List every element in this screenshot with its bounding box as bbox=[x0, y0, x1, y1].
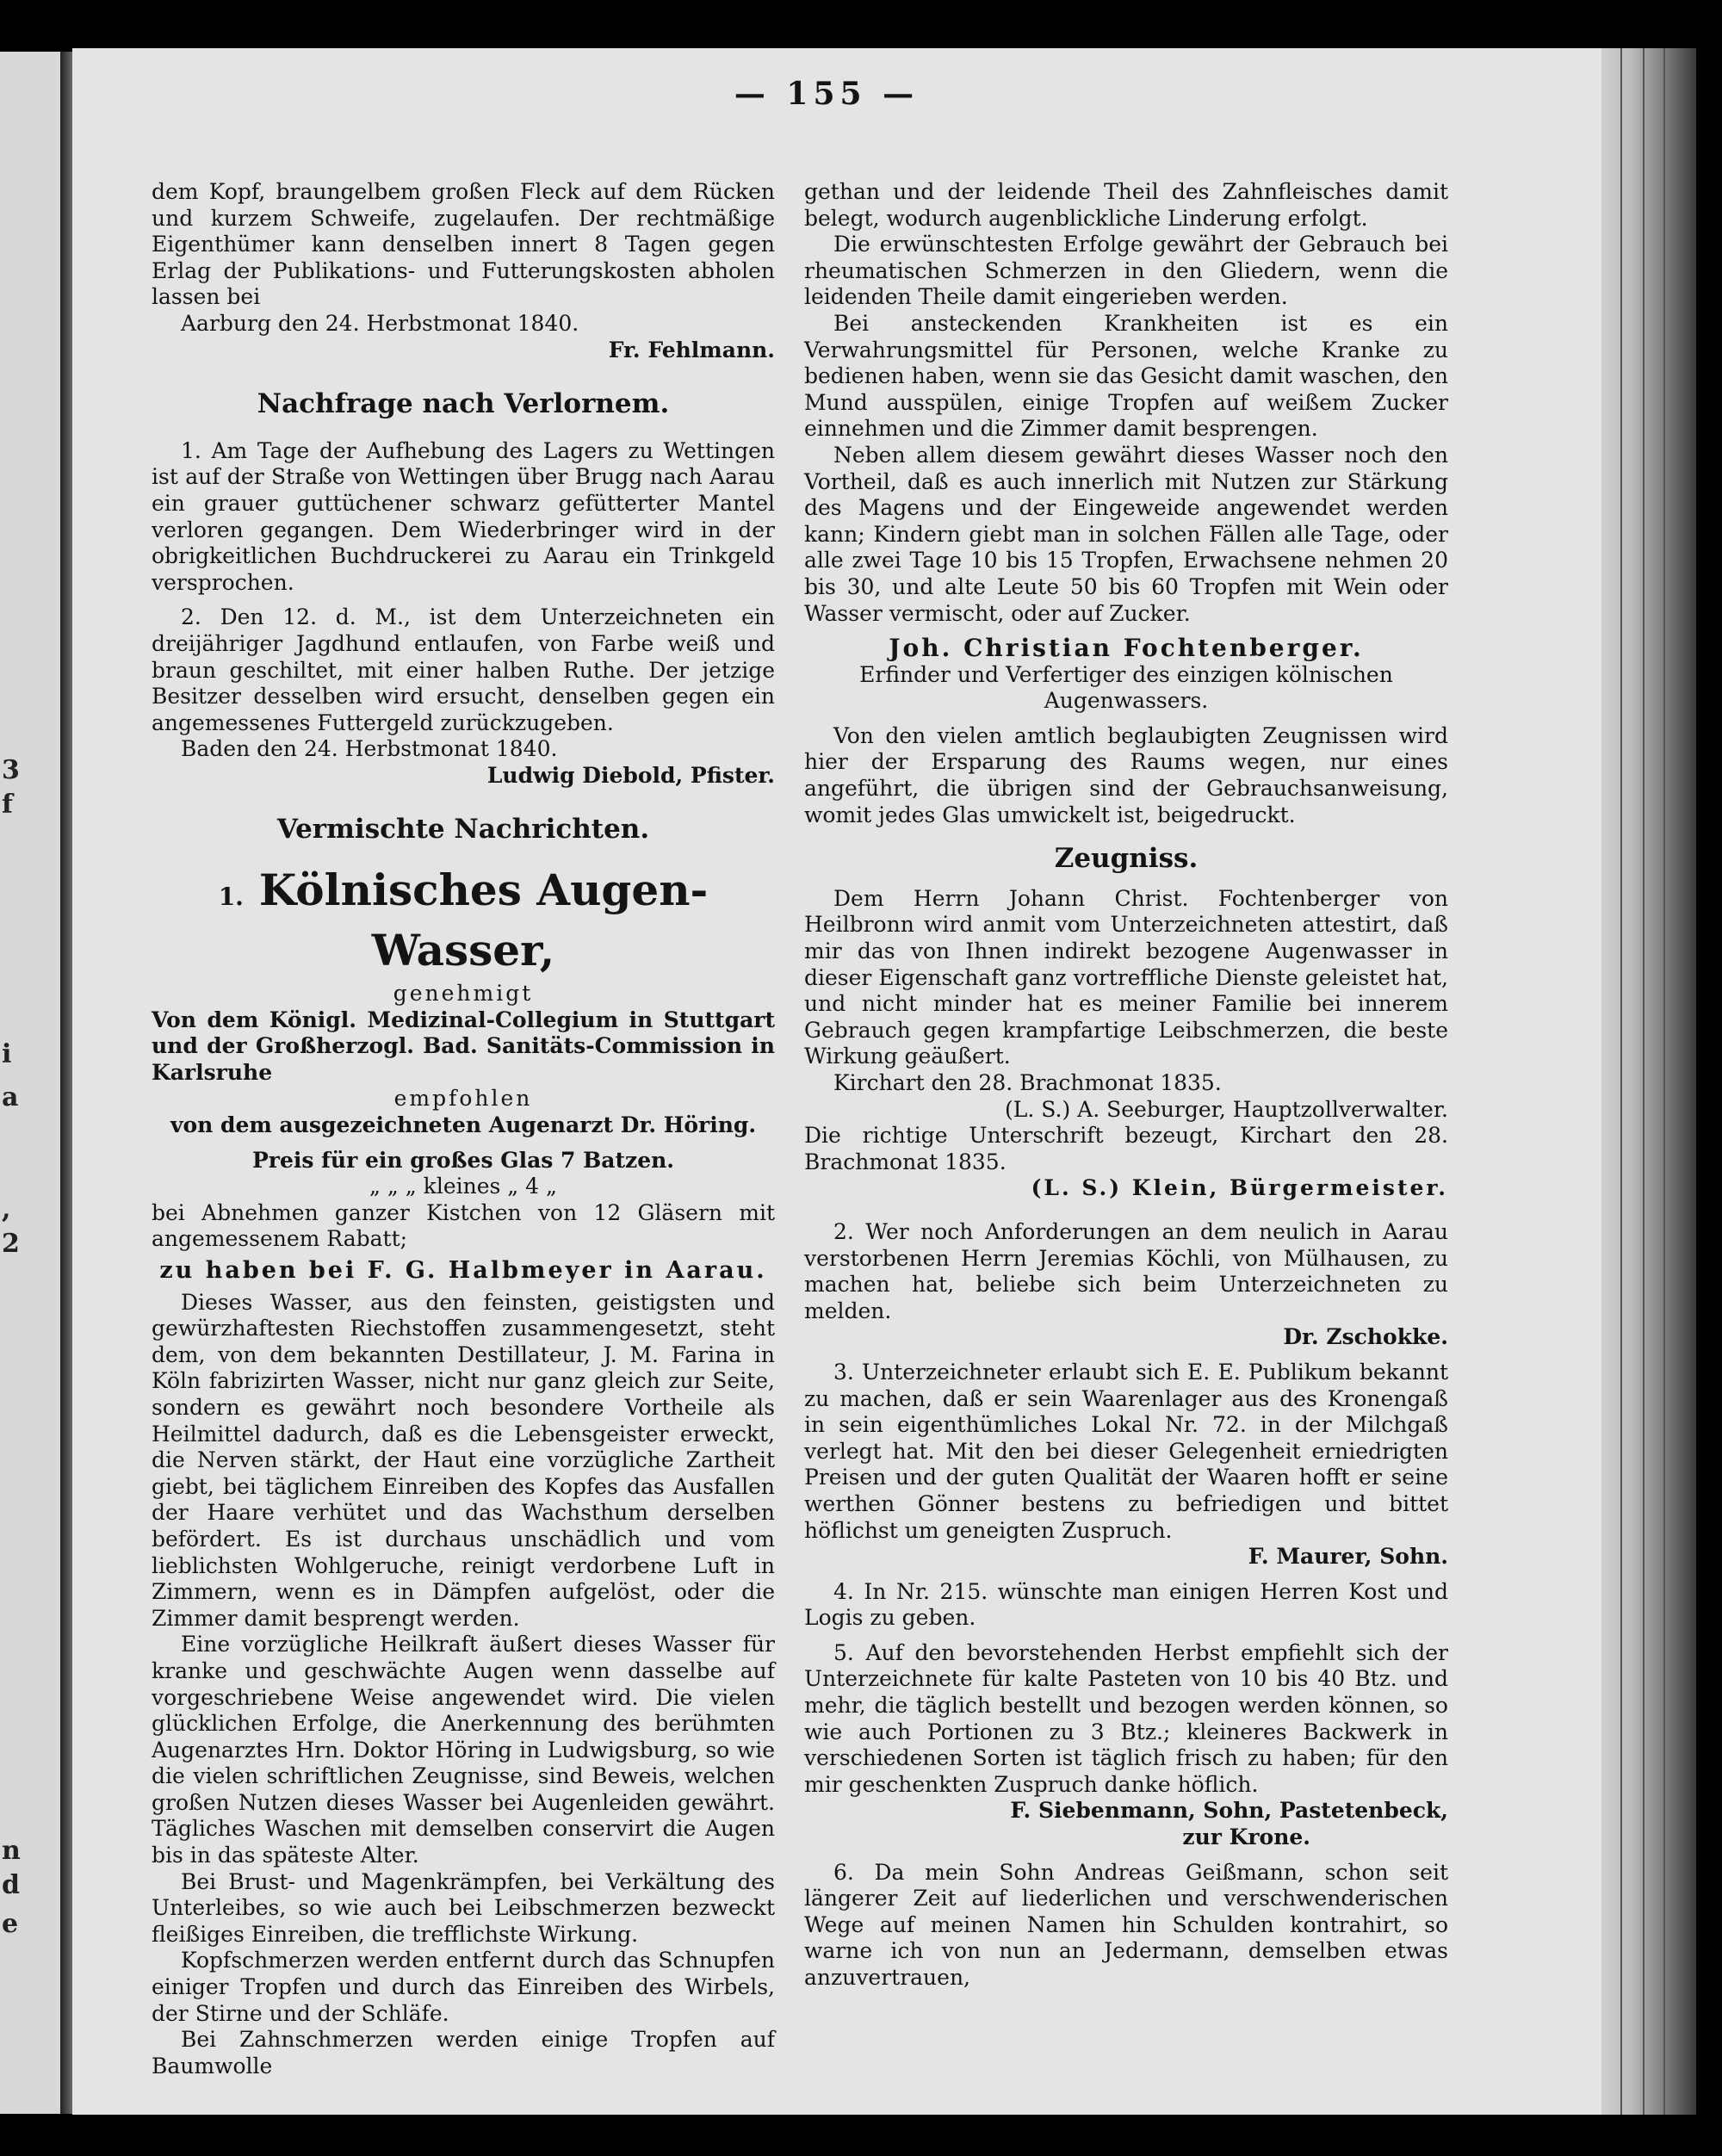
notice-5: 5. Auf den bevorstehenden Herbst empfiehlt sich der Unterzeichnete für kalte Pasteten von 10 bis 40 Btz. und mehr, die täglich bestellt und bezogen werden können, so wie auch Portionen zu 3 Btz.; kleineres Backwerk in verschiedenen Sorten ist täglich frisch zu haben; für den mir geschenkten Zuspruch danke höflich. bbox=[804, 1639, 1448, 1797]
ad-title-text: Kölnisches Augen-Wasser, bbox=[258, 864, 709, 976]
ad-seller: zu haben bei F. G. Halbmeyer in Aarau. bbox=[159, 1257, 767, 1284]
ad-body-2: Eine vorzügliche Heilkraft äußert dieses Wasser für kranke und geschwächte Augen wenn dasselbe auf vorgeschriebene Weise angewendet wird. Die vielen glücklichen Erfolge, die Anerkennung des berühmten Augenarztes Hrn. Doktor Höring in Ludwigsburg, so wie die vielen schriftlichen Zeugnisse, sind Beweis, welchen großen Nutzen dieses Wasser bei Augenleiden gewährt. Tägliches Waschen mit demselben conservirt die Augen bis in das späteste Alter. bbox=[152, 1632, 775, 1868]
ad-number: 1. bbox=[218, 883, 244, 912]
page-number: — 155 — bbox=[734, 76, 920, 112]
prev-page-char: f bbox=[2, 790, 13, 820]
prev-page-char: i bbox=[2, 1039, 12, 1069]
price-large: Preis für ein großes Glas 7 Batzen. bbox=[251, 1147, 675, 1173]
ad-maker-title: Erfinder und Verfertiger des einzigen kölnischen Augenwassers. bbox=[859, 661, 1393, 714]
ad-body-7: Die erwünschtesten Erfolge gewährt der Gebrauch bei rheumatischen Schmerzen in den Gliedern, wenn die leidenden Theile damit eingerieben werden. bbox=[804, 232, 1448, 310]
ad-body-4: Kopfschmerzen werden entfernt durch das Schnupfen einiger Tropfen und durch das Einreiben des Wirbels, der Stirne und der Schläfe. bbox=[152, 1948, 775, 2026]
testimonial-confirmation: Die richtige Unterschrift bezeugt, Kirchart den 28. Brachmonat 1835. bbox=[804, 1123, 1448, 1174]
prev-page-char: 2 bbox=[2, 1229, 20, 1259]
ad-body-5: Bei Zahnschmerzen werden einige Tropfen auf Baumwolle bbox=[152, 2027, 775, 2079]
signature: Fr. Fehlmann. bbox=[608, 337, 775, 362]
paragraph: dem Kopf, braungelbem großen Fleck auf dem Rücken und kurzem Schweife, zugelaufen. Der rechtmäßige Eigenthümer kann denselben innert 8 Tagen gegen Erlag der Publikations- und Futterungskosten abholen lassen bei bbox=[152, 179, 775, 310]
ad-maker-name: Joh. Christian Fochtenberger. bbox=[889, 634, 1364, 663]
previous-page-strip bbox=[0, 52, 60, 2114]
notice-2: 2. Wer noch Anforderungen an dem neulich in Aarau verstorbenen Herrn Jeremias Köchli, von Mülhausen, zu machen hat, beliebe sich beim Unterzeichneten zu melden. bbox=[804, 1218, 1448, 1323]
ad-body-8: Bei ansteckenden Krankheiten ist es ein Verwahrungsmittel für Personen, welche Kranke zu bedienen haben, wenn sie das Gesicht damit waschen, den Mund ausspülen, einige Tropfen auf weißem Zucker einnehmen und die Zimmer damit besprengen. bbox=[804, 310, 1448, 442]
signature: Ludwig Diebold, Pfister. bbox=[486, 762, 775, 788]
dateline: Baden den 24. Herbstmonat 1840. bbox=[181, 736, 558, 762]
testimonial-heading: Zeugniss. bbox=[1054, 843, 1199, 875]
signature: F. Siebenmann, Sohn, Pastetenbeck, bbox=[1010, 1798, 1448, 1824]
page-edge-stack bbox=[1601, 48, 1696, 2115]
notice-3: 3. Unterzeichneter erlaubt sich E. E. Publikum bekannt zu machen, daß er sein Waarenlager aus des Kronengaß in sein eigenthümliches Lokal Nr. 72. in der Milchgaß verlegt hat. Mit den bei dieser Gelegenheit erniedrigten Preisen und der guten Qualität der Waaren hofft er seine werthen Gönner bestens zu befriedigen und bittet höflichst um geneigten Zuspruch. bbox=[804, 1359, 1448, 1543]
ad-body-1: Dieses Wasser, aus den feinsten, geistigsten und gewürzhaftesten Riechstoffen zusammengesetzt, steht dem, von dem bekannten Destillateur, J. M. Farina in Köln fabrizirten Wasser, nicht nur ganz gleich zur Seite, sondern es gewährt noch besondere Vortheile als Heilmittel dadurch, daß es die Lebensgeister erweckt, die Nerven stärkt, der Haut eine vorzügliche Zartheit giebt, bei täglichem Einreiben des Kopfes das Ausfallen der Haare verhütet und das Wachsthum derselben befördert. Es ist durchaus unschädlich und vom lieblichsten Wohlgeruche, reinigt verdorbene Luft in Zimmern, wenn es in Dämpfen aufgelöst, oder die Zimmer damit besprengt werden. bbox=[152, 1289, 775, 1631]
signature: Dr. Zschokke. bbox=[1283, 1324, 1448, 1350]
prev-page-char: a bbox=[2, 1082, 19, 1112]
ad-doctor: von dem ausgezeichneten Augenarzt Dr. Höring. bbox=[170, 1112, 757, 1138]
prev-page-char: d bbox=[2, 1870, 20, 1900]
ad-approved: genehmigt bbox=[393, 981, 534, 1007]
dateline: Kirchart den 28. Brachmonat 1835. bbox=[833, 1070, 1222, 1095]
ad-title bbox=[152, 864, 775, 977]
notice-6: 6. Da mein Sohn Andreas Geißmann, schon seit längerer Zeit auf liederlichen und verschwenderischen Wege auf meinen Namen hin Schulden kontrahirt, so warne ich von nun an Jedermann, demselben etwas anzuvertrauen, bbox=[804, 1859, 1448, 1990]
gutter-shadow bbox=[60, 52, 72, 2114]
signature: (L. S.) A. Seeburger, Hauptzollverwalter. bbox=[1005, 1096, 1448, 1122]
ad-body-3: Bei Brust- und Magenkrämpfen, bei Verkältung des Unterleibes, so wie auch bei Leibschmerzen bezweckt fleißiges Einreiben, die trefflichste Wirkung. bbox=[152, 1868, 775, 1947]
dateline: Aarburg den 24. Herbstmonat 1840. bbox=[181, 310, 579, 336]
notice-lost-2: 2. Den 12. d. M., ist dem Unterzeichneten ein dreijähriger Jagdhund entlaufen, von Farbe weiß und braun geschiltet, mit einer halben Ruthe. Der jetzige Besitzer desselben wird ersucht, denselben gegen ein angemessenes Futtergeld zurückzugeben. bbox=[152, 604, 775, 735]
notice-4: 4. In Nr. 215. wünschte man einigen Herren Kost und Logis zu geben. bbox=[804, 1578, 1448, 1631]
prev-page-char: e bbox=[2, 1909, 19, 1939]
notice-lost-1: 1. Am Tage der Aufhebung des Lagers zu Wettingen ist auf der Straße von Wettingen über Brugg nach Aarau ein grauer guttüchener schwarz gefütterter Mantel verloren gegangen. Dem Wiederbringer wird in der obrigkeitlichen Buchdruckerei zu Aarau ein Trinkgeld versprochen. bbox=[152, 437, 775, 595]
section-heading-misc: Vermischte Nachrichten. bbox=[276, 814, 650, 846]
price-bulk: bei Abnehmen ganzer Kistchen von 12 Gläsern mit angemessenem Rabatt; bbox=[152, 1199, 775, 1252]
ad-body-10: Von den vielen amtlich beglaubigten Zeugnissen wird hier der Ersparung des Raums wegen, nur eines angeführt, die übrigen sind der Gebrauchsanweisung, womit jedes Glas umwickelt ist, beigedruckt. bbox=[804, 722, 1448, 827]
left-column bbox=[152, 179, 775, 2079]
prev-page-char: , bbox=[2, 1194, 11, 1224]
section-heading-lost: Nachfrage nach Verlornem. bbox=[257, 388, 670, 420]
signature: (L. S.) Klein, Bürgermeister. bbox=[1031, 1175, 1448, 1201]
right-column bbox=[804, 179, 1448, 1992]
signature-location: zur Krone. bbox=[1182, 1825, 1310, 1850]
ad-body-6: gethan und der leidende Theil des Zahnfleisches damit belegt, wodurch augenblickliche Linderung erfolgt. bbox=[804, 179, 1448, 231]
testimonial-text: Dem Herrn Johann Christ. Fochtenberger von Heilbronn wird anmit vom Unterzeichneten attestirt, daß mir das von Ihnen indirekt bezogene Augenwasser in dieser Eigenschaft ganz vortreffliche Dienste geleistet hat, und nicht minder hat es meiner Familie bei innerem Gebrauch gegen krampfartige Leibschmerzen, die beste Wirkung geäußert. bbox=[804, 885, 1448, 1069]
prev-page-char: n bbox=[2, 1836, 21, 1866]
price-small: „ „ „ kleines „ 4 „ bbox=[369, 1174, 557, 1199]
prev-page-char: 3 bbox=[2, 755, 20, 785]
ad-body-9: Neben allem diesem gewährt dieses Wasser noch den Vortheil, daß es auch innerlich mit Nutzen zur Stärkung des Magens und der Eingeweide angewendet werden kann; Kindern giebt man in solchen Fällen alle Tage, oder alle zwei Tage 10 bis 15 Tropfen, Erwachsene nehmen 20 bis 30, und alte Leute 50 bis 60 Tropfen mit Wein oder Wasser vermischt, oder auf Zucker. bbox=[804, 442, 1448, 626]
signature: F. Maurer, Sohn. bbox=[1248, 1544, 1448, 1570]
ad-recommended: empfohlen bbox=[393, 1086, 533, 1112]
ad-approval-bodies: Von dem Königl. Medizinal-Collegium in Stuttgart und der Großherzogl. Bad. Sanitäts-Commission in Karlsruhe bbox=[152, 1007, 775, 1085]
